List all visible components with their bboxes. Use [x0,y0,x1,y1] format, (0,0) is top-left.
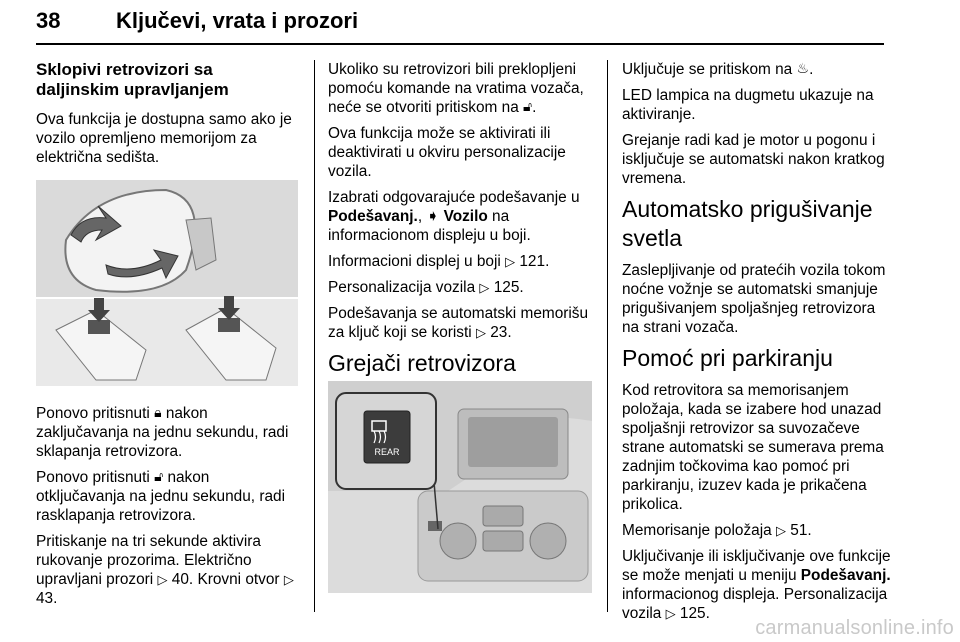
page-reference-link[interactable]: 40 [171,571,189,588]
menu-item-vehicle: Vozilo [443,208,488,225]
paragraph: Pritiskanje na tri sekunde aktivira rukovanje prozorima. Električno upravljani prozori ▷ 40. Krovni otvor ▷ 43. [36,533,294,607]
triangle-arrow-icon: ▷ [776,523,786,538]
triangle-arrow-icon: ▷ [157,572,168,587]
paragraph: Ponovo pritisnuti 🔓︎ nakon otključavanja na jednu sekundu, radi rasklapanja retrovizora. [36,468,285,524]
paragraph: Uključuje se pritiskom na ♨. [622,60,814,78]
column-divider [607,60,608,612]
menu-arrow-icon: ➧ [426,208,440,225]
triangle-arrow-icon: ▷ [505,254,516,269]
paragraph: Kod retrovitora sa memorisanjem položaja, kada se izabere hod unazad spoljašnji retrovizor sa suvozačeve strane automatski se sumerava prema zadnjim točkovima kao pomoć pri parkiranju, izuzev kada je prikačena prikolica. [622,382,884,513]
section-heading-folding-mirrors: Sklopivi retrovizori sa daljinskim upravljanjem [36,60,229,99]
page-reference-link[interactable]: 125 [679,605,706,622]
column-left-lower [36,404,300,615]
page-reference-link[interactable]: 51 [790,522,808,539]
triangle-arrow-icon: ▷ [475,325,486,340]
section-heading-auto-dimming: Automatsko prigušivanje svetla [622,196,873,251]
figure-center-console [328,381,592,593]
page-number: 38 [36,8,61,33]
paragraph: Uključivanje ili isključivanje ove funkcije se može menjati u meniju Podešavanj. informacionog displeja. Personalizacija vozila ▷ 125. [622,548,891,622]
page-header [36,6,884,46]
chapter-title: Ključevi, vrata i prozori [116,8,359,33]
menu-item-settings: Podešavanj. [328,208,418,225]
paragraph: Ukoliko su retrovizori bili preklopljeni pomoću komande na vratima vozača, neće se otvoriti pritiskom na 🔓︎. [328,61,584,116]
paragraph: Ova funkcija je dostupna samo ako je vozilo opremljeno memorijom za električna sedišta. [36,111,292,166]
column-middle [328,60,594,386]
paragraph: Ponovo pritisnuti 🔒︎ nakon zaključavanja na jednu sekundu, radi sklapanja retrovizora. [36,404,289,460]
column-left [36,60,300,174]
page-reference-link[interactable]: 121 [519,253,546,270]
paragraph: Personalizacija vozila ▷ 125. [328,279,524,296]
paragraph: LED lampica na dugmetu ukazuje na aktiviranje. [622,87,874,123]
section-heading-mirror-heaters: Grejači retrovizora [328,350,516,376]
paragraph: Ova funkcija može se aktivirati ili deaktivirati u okviru personalizacije vozila. [328,125,566,180]
menu-item-settings: Podešavanj. [800,567,891,584]
column-divider [314,60,315,612]
paragraph: Zaslepljivanje od pratećih vozila tokom noćne vožnje se automatski smanjuje prigušivanjem spoljašnjeg retrovizora na strani vozača. [622,262,886,336]
paragraph: Informacioni displej u boji ▷ 121. [328,253,550,270]
triangle-arrow-icon: ▷ [479,280,490,295]
unlock-icon: 🔓︎ [523,98,533,114]
rear-heater-icon: ♨ [796,60,810,76]
paragraph: Memorisanje položaja ▷ 51. [622,522,812,539]
triangle-arrow-icon: ▷ [665,606,676,621]
section-heading-parking-assist: Pomoć pri parkiranju [622,345,833,371]
page-reference-link[interactable]: 43 [36,590,54,607]
header-divider [36,43,884,45]
triangle-arrow-icon: ▷ [283,572,294,587]
rear-heater-button-label: REAR [374,447,400,457]
unlock-icon: 🔓︎ [154,468,164,484]
paragraph: Podešavanja se automatski memorišu za ključ koji se koristi ▷ 23. [328,305,589,341]
lock-icon: 🔒︎ [154,404,162,420]
paragraph: Izabrati odgovarajuće podešavanje u Podešavanj., ➧ Vozilo na informacionom displeju u boji. [328,189,580,244]
column-right [622,60,892,630]
page-reference-link[interactable]: 23 [490,324,508,341]
page-reference-link[interactable]: 125 [493,279,520,296]
paragraph: Grejanje radi kad je motor u pogonu i isključuje se automatski nakon kratkog vremena. [622,132,885,187]
figure-folding-mirror-key [36,180,298,386]
watermark: carmanualsonline.info [755,617,954,639]
